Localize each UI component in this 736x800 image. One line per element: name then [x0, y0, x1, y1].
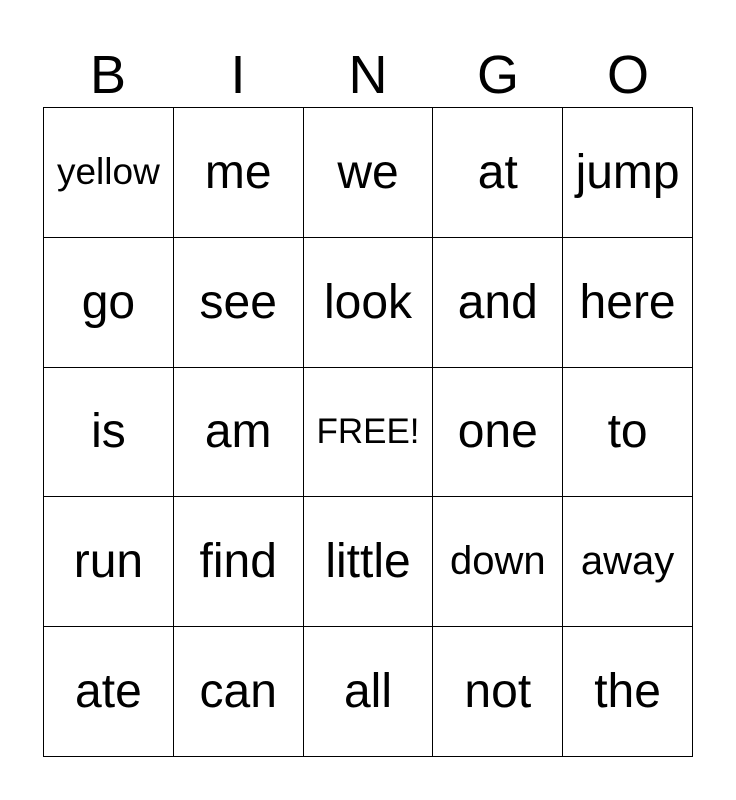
bingo-header: [43, 44, 693, 106]
bingo-cell[interactable]: can: [174, 627, 304, 757]
header-letter-b: B: [89, 45, 127, 105]
bingo-cell[interactable]: little: [304, 497, 434, 627]
bingo-cell[interactable]: to: [563, 368, 693, 498]
bingo-card-grid: [43, 107, 693, 757]
bingo-cell[interactable]: find: [174, 497, 304, 627]
header-letter-o: O: [606, 45, 649, 105]
bingo-cell[interactable]: run: [44, 497, 174, 627]
bingo-cell[interactable]: and: [433, 238, 563, 368]
free-space-cell: FREE!: [304, 368, 434, 498]
bingo-cell[interactable]: yellow: [44, 108, 174, 238]
bingo-cell[interactable]: me: [174, 108, 304, 238]
bingo-cell[interactable]: am: [174, 368, 304, 498]
bingo-cell[interactable]: away: [563, 497, 693, 627]
bingo-cell[interactable]: ate: [44, 627, 174, 757]
bingo-cell[interactable]: all: [304, 627, 434, 757]
bingo-cell[interactable]: go: [44, 238, 174, 368]
header-letter-g: G: [476, 45, 519, 105]
bingo-cell[interactable]: one: [433, 368, 563, 498]
bingo-cell[interactable]: the: [563, 627, 693, 757]
bingo-cell[interactable]: we: [304, 108, 434, 238]
bingo-cell[interactable]: is: [44, 368, 174, 498]
bingo-cell[interactable]: at: [433, 108, 563, 238]
bingo-cell[interactable]: not: [433, 627, 563, 757]
header-letter-i: I: [230, 45, 246, 105]
bingo-cell[interactable]: see: [174, 238, 304, 368]
bingo-cell[interactable]: look: [304, 238, 434, 368]
bingo-cell[interactable]: jump: [563, 108, 693, 238]
bingo-cell[interactable]: here: [563, 238, 693, 368]
bingo-cell[interactable]: down: [433, 497, 563, 627]
header-letter-n: N: [348, 45, 388, 105]
